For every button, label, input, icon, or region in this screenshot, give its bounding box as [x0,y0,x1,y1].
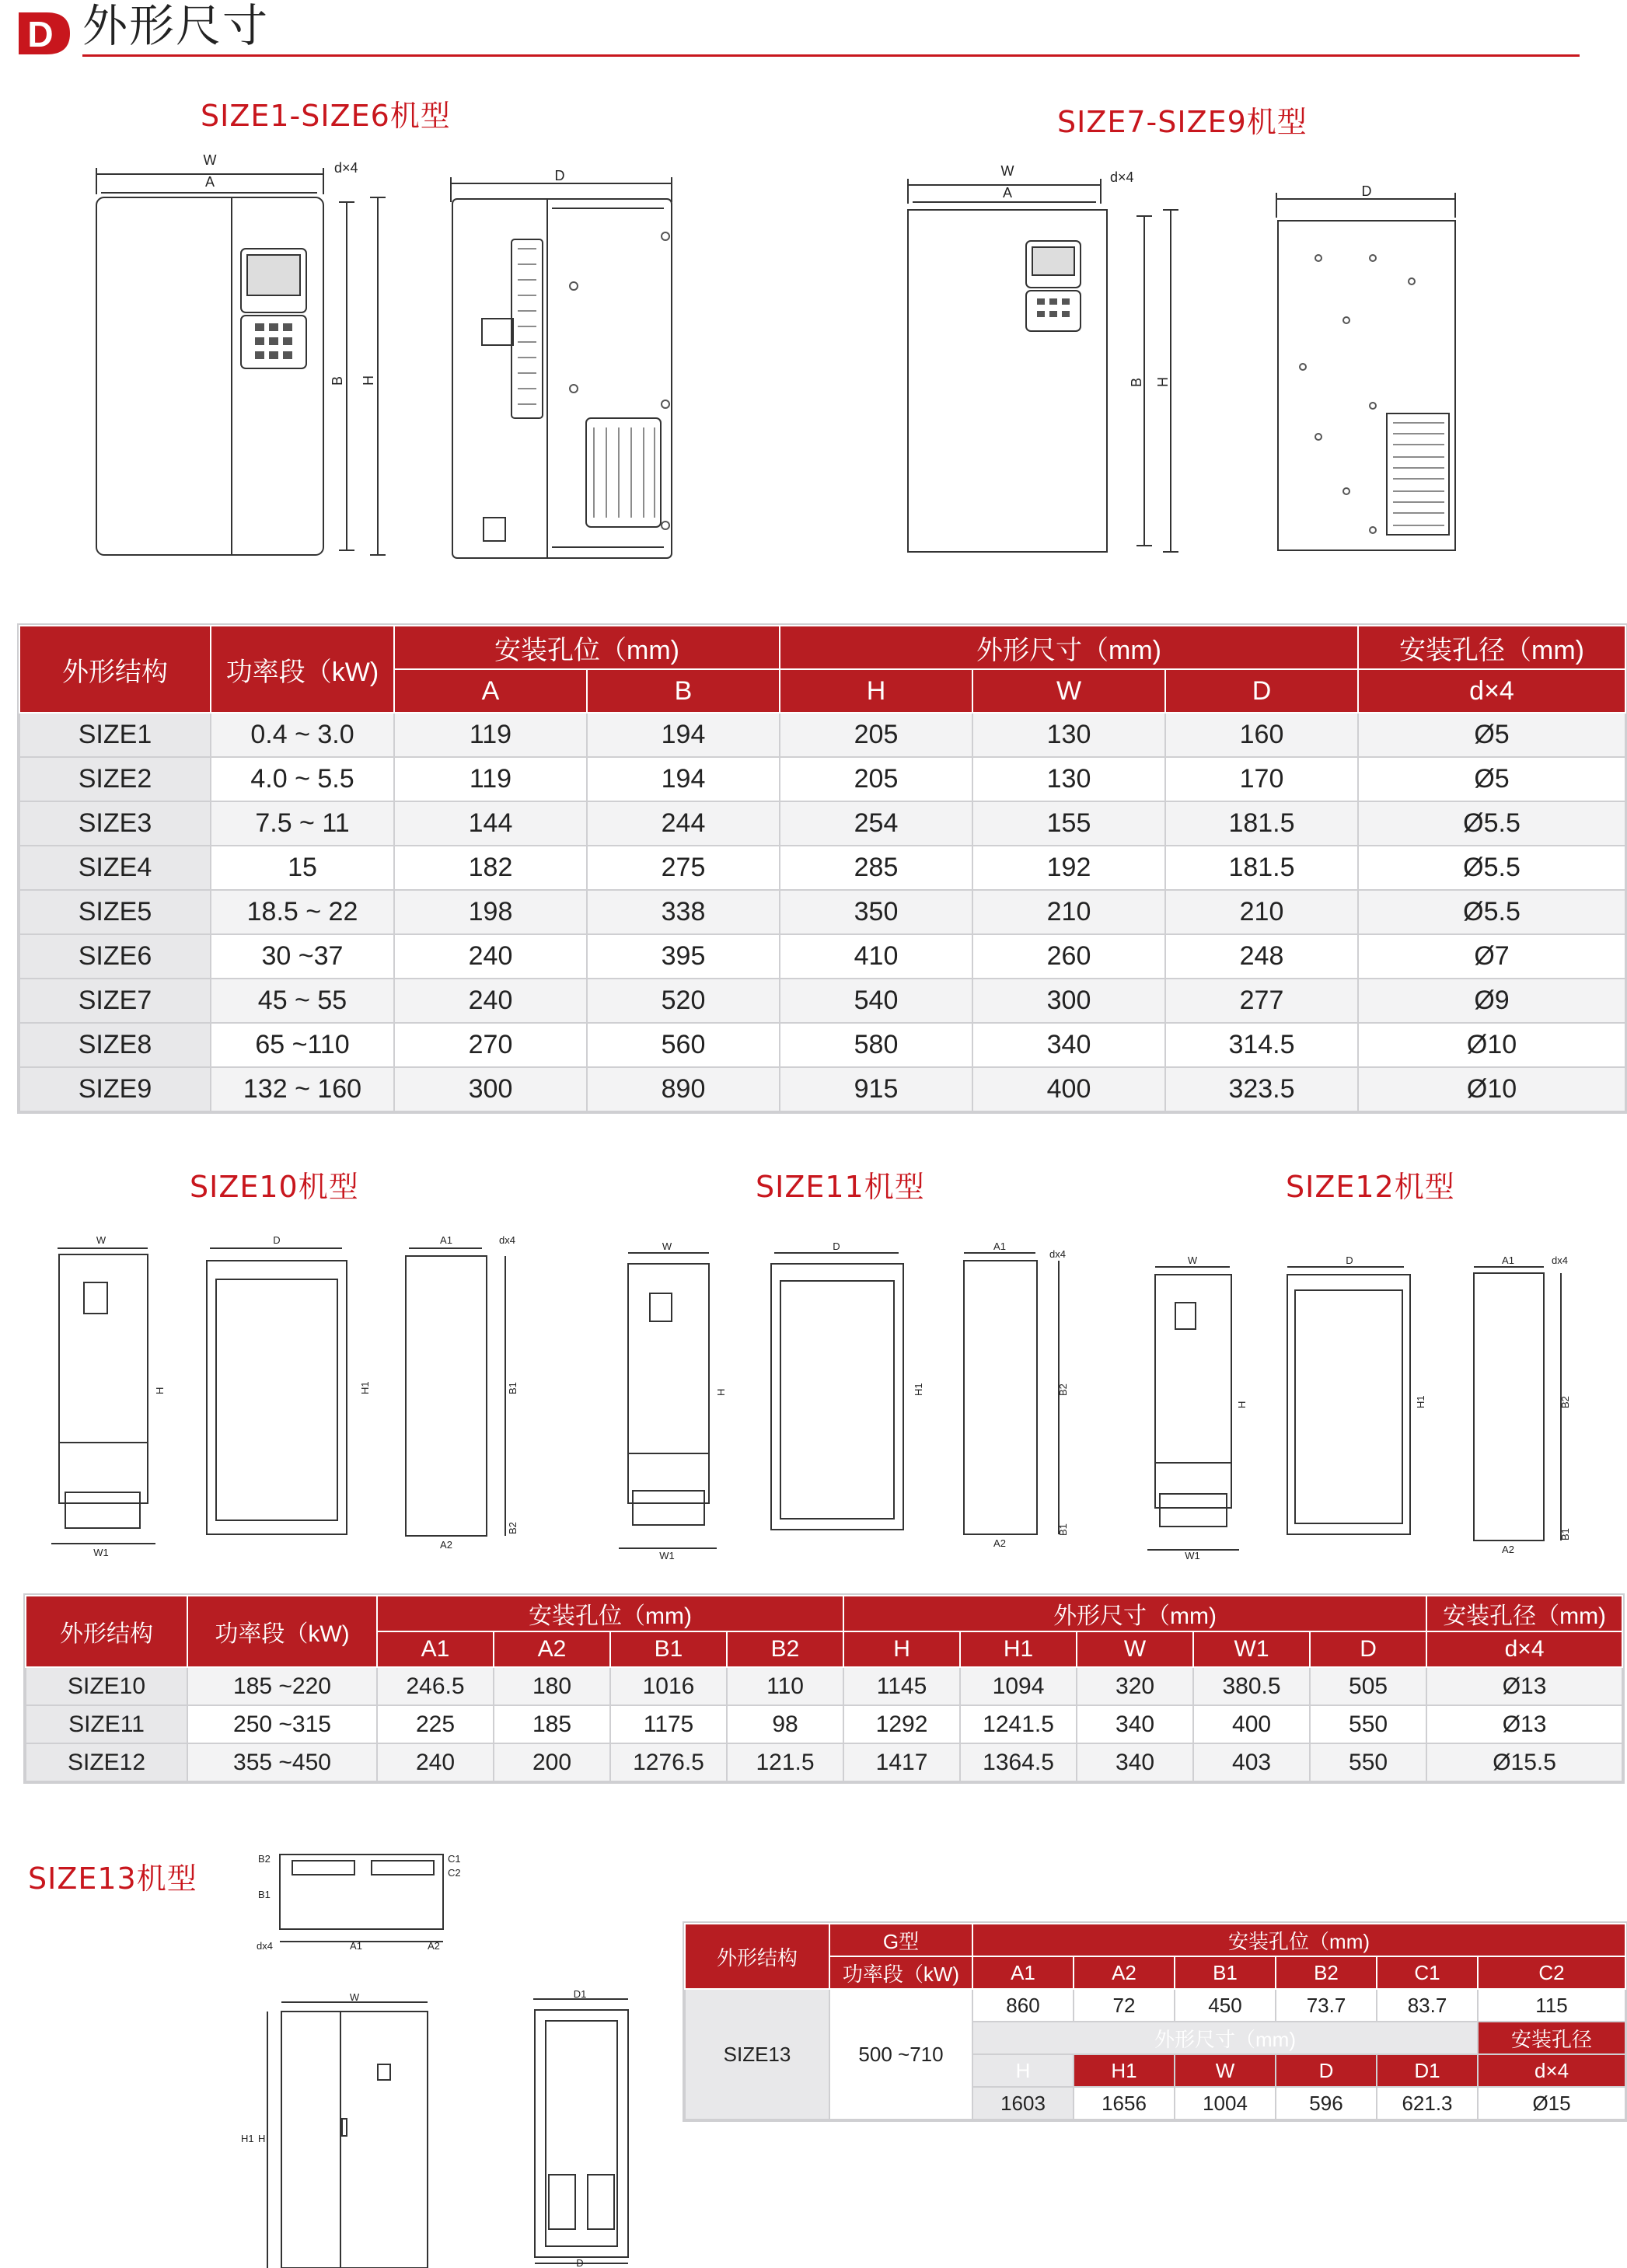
cell: Ø15 [1478,2087,1625,2120]
dim-label-d-s12: D [1346,1254,1353,1266]
cell: 1016 [610,1667,727,1705]
cell: 250 ~315 [187,1705,377,1743]
header-badge [17,11,72,56]
t1-sub-h: H [780,669,972,713]
dim-label-b1-s10: B1 [507,1382,518,1394]
dim-label-h1-s12: H1 [1415,1395,1426,1408]
cell: 1603 [972,2087,1074,2120]
cell: 182 [394,846,587,890]
cell: SIZE9 [19,1067,211,1111]
dim-label-a2-s13: A2 [428,1940,440,1952]
dim-label-w1-s11: W1 [659,1550,675,1561]
dim-label-b2-s13: B2 [258,1853,271,1865]
cell: Ø5 [1358,713,1625,757]
cell: 450 [1175,1989,1276,2022]
dim-label-dx4: d×4 [334,160,358,176]
cell: SIZE2 [19,757,211,801]
spec-table-size1-9 [19,625,1626,1112]
table-row [685,1989,1625,2022]
cell: SIZE8 [19,1023,211,1067]
cell: 73.7 [1276,1989,1377,2022]
dim-label-h-s10: H [154,1387,166,1394]
table-row [19,757,1625,801]
cell: 65 ~110 [211,1023,394,1067]
cell: 170 [1165,757,1358,801]
cell: 1094 [960,1667,1077,1705]
table-row [19,846,1625,890]
cell: Ø7 [1358,934,1625,979]
dim-label-w-s10: W [96,1234,106,1246]
cell: 550 [1310,1705,1426,1743]
dim-label-h1-s10: H1 [359,1381,371,1394]
cell: 403 [1193,1743,1310,1781]
cell: SIZE4 [19,846,211,890]
cell: 225 [377,1705,494,1743]
dim-label-d1-s13: D1 [573,1988,587,2000]
cell: 380.5 [1193,1667,1310,1705]
cell: SIZE7 [19,979,211,1023]
dim-label-c2-s13: C2 [448,1867,461,1879]
cell: SIZE5 [19,890,211,934]
t1-head-struct: 外形结构 [19,626,211,713]
cell: 323.5 [1165,1067,1358,1111]
t2-sub-dx4: d×4 [1426,1631,1622,1667]
cell: Ø13 [1426,1705,1622,1743]
dim-label-a2-s10: A2 [440,1539,452,1551]
section-title-size10: SIZE10机型 [190,1170,359,1204]
cell: SIZE1 [19,713,211,757]
t3-sub-dx4: d×4 [1478,2054,1625,2087]
cell: 115 [1478,1989,1625,2022]
dim-label-d-s13: D [576,2257,584,2268]
t1-head-dia: 安装孔径（mm) [1358,626,1625,669]
cell: SIZE12 [26,1743,187,1781]
t3-sub-c2: C2 [1478,1956,1625,1989]
drawing-size13-side [522,1990,639,2268]
cell: 130 [972,757,1165,801]
cell: 4.0 ~ 5.5 [211,757,394,801]
t2-sub-w: W [1077,1631,1193,1667]
drawing-size13-front [233,1991,451,2268]
cell: 300 [394,1067,587,1111]
t2-sub-h: H [843,1631,960,1667]
t3-head-dia: 安装孔径 [1478,2022,1625,2054]
cell: 1292 [843,1705,960,1743]
t3-sub-b1: B1 [1175,1956,1276,1989]
t3-head-struct: 外形结构 [685,1924,829,1989]
dim-label-d-s10: D [273,1234,281,1246]
table-row [19,890,1625,934]
table-row [19,1067,1625,1111]
dim-label-dx4-2: d×4 [1110,169,1134,185]
t2-head-dia: 安装孔径（mm) [1426,1596,1622,1631]
cell: Ø5 [1358,757,1625,801]
cell: 160 [1165,713,1358,757]
dim-label-b2-s10: B2 [507,1522,518,1534]
cell: 410 [780,934,972,979]
section-title-size7-9: SIZE7-SIZE9机型 [1057,105,1308,139]
cell: 340 [972,1023,1165,1067]
t2-head-struct: 外形结构 [26,1596,187,1667]
t3-head-power: 功率段（kW) [829,1956,972,1989]
dim-label-b1-s12: B1 [1559,1528,1571,1540]
cell: SIZE6 [19,934,211,979]
section-title-size1-6: SIZE1-SIZE6机型 [201,99,451,133]
t1-sub-w: W [972,669,1165,713]
table-row [19,713,1625,757]
cell: 205 [780,757,972,801]
cell: 7.5 ~ 11 [211,801,394,846]
drawing-size12 [1140,1256,1575,1559]
dim-label-h-s13: H [258,2133,266,2144]
cell: 596 [1276,2087,1377,2120]
t2-head-holes: 安装孔位（mm) [377,1596,843,1631]
table-row [26,1667,1622,1705]
t3-sub-d1: D1 [1377,2054,1478,2087]
dim-label-b: B [330,375,345,386]
cell: 560 [587,1023,780,1067]
cell: Ø10 [1358,1067,1625,1111]
t1-head-holes: 安装孔位（mm) [394,626,780,669]
cell: Ø15.5 [1426,1743,1622,1781]
section-title-size11: SIZE11机型 [756,1170,925,1204]
dim-label-a1-s11: A1 [993,1240,1006,1252]
cell: SIZE3 [19,801,211,846]
t2-sub-a2: A2 [494,1631,610,1667]
header-rule [82,54,1580,57]
t3-sub-h: H [972,2054,1074,2087]
dim-label-b-2: B [1129,377,1144,387]
cell: Ø5.5 [1358,846,1625,890]
cell: 181.5 [1165,801,1358,846]
cell: 198 [394,890,587,934]
cell: 240 [394,934,587,979]
dim-label-d-s11: D [833,1240,840,1252]
t2-sub-b1: B1 [610,1631,727,1667]
t1-head-dims: 外形尺寸（mm) [780,626,1358,669]
section-title-size12: SIZE12机型 [1286,1170,1455,1204]
dim-label-b1-s11: B1 [1057,1523,1069,1536]
dim-label-b2-s12: B2 [1559,1396,1571,1408]
cell: 915 [780,1067,972,1111]
cell: 890 [587,1067,780,1111]
cell: 860 [972,1989,1074,2022]
cell: 194 [587,713,780,757]
cell: 520 [587,979,780,1023]
cell: 1656 [1074,2087,1175,2120]
dim-label-b2-s11: B2 [1057,1383,1069,1396]
dim-label-w1-s12: W1 [1185,1550,1200,1561]
cell: 400 [1193,1705,1310,1743]
dim-label-a2-s11: A2 [993,1537,1006,1549]
t3-struct-cell: SIZE13 [685,1989,829,2120]
t3-head-holes: 安装孔位（mm) [972,1924,1625,1956]
cell: 180 [494,1667,610,1705]
dim-label-w: W [203,152,217,168]
cell: 130 [972,713,1165,757]
dim-label-c1-s13: C1 [448,1853,461,1865]
cell: SIZE10 [26,1667,187,1705]
cell: 260 [972,934,1165,979]
cell: 1364.5 [960,1743,1077,1781]
t2-sub-h1: H1 [960,1631,1077,1667]
t3-sub-c1: C1 [1377,1956,1478,1989]
drawing-size1-6-front [78,148,389,575]
dim-label-w-s12: W [1187,1254,1198,1266]
dim-label-dx4-s11: dx4 [1049,1248,1066,1260]
cell: Ø5.5 [1358,801,1625,846]
cell: 1417 [843,1743,960,1781]
cell: 1145 [843,1667,960,1705]
cell: 400 [972,1067,1165,1111]
cell: 300 [972,979,1165,1023]
cell: 1241.5 [960,1705,1077,1743]
table-row [19,934,1625,979]
t3-head-g: G型 [829,1924,972,1956]
table-row [19,801,1625,846]
cell: 210 [972,890,1165,934]
dim-label-dx4-s13: dx4 [257,1940,273,1952]
dim-label-b1-s13: B1 [258,1889,271,1900]
t3-power-cell: 500 ~710 [829,1989,972,2120]
cell: 144 [394,801,587,846]
cell: 540 [780,979,972,1023]
cell: Ø10 [1358,1023,1625,1067]
table-row [26,1743,1622,1781]
cell: 210 [1165,890,1358,934]
table-row [26,1705,1622,1743]
cell: 285 [780,846,972,890]
dim-label-h-s12: H [1236,1401,1248,1408]
drawing-size10 [39,1233,536,1559]
cell: 205 [780,713,972,757]
cell: 185 ~220 [187,1667,377,1705]
cell: 119 [394,757,587,801]
dim-label-d-2: D [1361,183,1372,199]
t2-head-power: 功率段（kW) [187,1596,377,1667]
cell: 275 [587,846,780,890]
page-title: 外形尺寸 [82,0,270,52]
t3-sub-a1: A1 [972,1956,1074,1989]
dim-label-h1-s13: H1 [241,2133,254,2144]
cell: 194 [587,757,780,801]
cell: 121.5 [727,1743,843,1781]
dim-label-dx4-s12: dx4 [1552,1254,1568,1266]
cell: 132 ~ 160 [211,1067,394,1111]
cell: 246.5 [377,1667,494,1705]
cell: 45 ~ 55 [211,979,394,1023]
table-row [19,979,1625,1023]
cell: 192 [972,846,1165,890]
cell: 395 [587,934,780,979]
t3-sub-d: D [1276,2054,1377,2087]
cell: 550 [1310,1743,1426,1781]
cell: 110 [727,1667,843,1705]
t1-head-power: 功率段（kW) [211,626,394,713]
cell: 185 [494,1705,610,1743]
cell: 350 [780,890,972,934]
dim-label-w-s13: W [349,1991,360,2003]
dim-label-a2-s12: A2 [1502,1544,1514,1555]
dim-label-w-s11: W [662,1240,672,1252]
dim-label-h: H [361,375,376,386]
dim-label-d: D [554,168,565,183]
cell: 98 [727,1705,843,1743]
t3-sub-b2: B2 [1276,1956,1377,1989]
spec-table-size13 [684,1923,1626,2120]
dim-label-a1-s10: A1 [440,1234,452,1246]
drawing-size1-6-side [443,168,684,567]
cell: 15 [211,846,394,890]
dim-label-h-2: H [1155,377,1171,387]
dim-label-dx4-s10: dx4 [499,1234,515,1246]
spec-table-size10-12 [25,1595,1623,1782]
t2-sub-a1: A1 [377,1631,494,1667]
cell: 621.3 [1377,2087,1478,2120]
dim-label-a-2: A [1002,185,1013,201]
cell: 244 [587,801,780,846]
drawing-size13-top [250,1845,476,1954]
cell: 314.5 [1165,1023,1358,1067]
cell: 72 [1074,1989,1175,2022]
dim-label-a1-s13: A1 [350,1940,362,1952]
section-title-size13: SIZE13机型 [28,1862,197,1896]
table-row [19,1023,1625,1067]
cell: 18.5 ~ 22 [211,890,394,934]
dim-label-h1-s11: H1 [913,1383,924,1396]
cell: 1175 [610,1705,727,1743]
t3-sub-h1: H1 [1074,2054,1175,2087]
cell: 340 [1077,1743,1193,1781]
t1-sub-a: A [394,669,587,713]
cell: 270 [394,1023,587,1067]
cell: 248 [1165,934,1358,979]
t3-head-dims: 外形尺寸（mm) [972,2022,1478,2054]
t3-sub-a2: A2 [1074,1956,1175,1989]
cell: Ø9 [1358,979,1625,1023]
t1-sub-d: D [1165,669,1358,713]
cell: SIZE11 [26,1705,187,1743]
dim-label-a1-s12: A1 [1502,1254,1514,1266]
cell: 200 [494,1743,610,1781]
cell: 0.4 ~ 3.0 [211,713,394,757]
cell: Ø5.5 [1358,890,1625,934]
drawing-size11 [611,1240,1093,1559]
cell: 505 [1310,1667,1426,1705]
t3-sub-w: W [1175,2054,1276,2087]
dim-label-a: A [204,174,215,190]
drawing-size7-9-front [902,162,1197,566]
cell: 30 ~37 [211,934,394,979]
dim-label-w1-s10: W1 [93,1547,109,1558]
t2-sub-w1: W1 [1193,1631,1310,1667]
cell: 240 [394,979,587,1023]
cell: 355 ~450 [187,1743,377,1781]
cell: Ø13 [1426,1667,1622,1705]
cell: 119 [394,713,587,757]
cell: 277 [1165,979,1358,1023]
cell: 320 [1077,1667,1193,1705]
drawing-size7-9-side [1272,180,1466,569]
t2-sub-b2: B2 [727,1631,843,1667]
cell: 155 [972,801,1165,846]
cell: 1004 [1175,2087,1276,2120]
cell: 83.7 [1377,1989,1478,2022]
cell: 181.5 [1165,846,1358,890]
cell: 254 [780,801,972,846]
t1-sub-b: B [587,669,780,713]
cell: 240 [377,1743,494,1781]
cell: 1276.5 [610,1743,727,1781]
header-badge-letter: D [27,14,54,54]
t2-sub-d: D [1310,1631,1426,1667]
cell: 340 [1077,1705,1193,1743]
dim-label-h-s11: H [715,1388,727,1396]
t2-head-dims: 外形尺寸（mm) [843,1596,1426,1631]
cell: 338 [587,890,780,934]
cell: 580 [780,1023,972,1067]
t1-sub-dx4: d×4 [1358,669,1625,713]
dim-label-w-2: W [1000,163,1014,179]
